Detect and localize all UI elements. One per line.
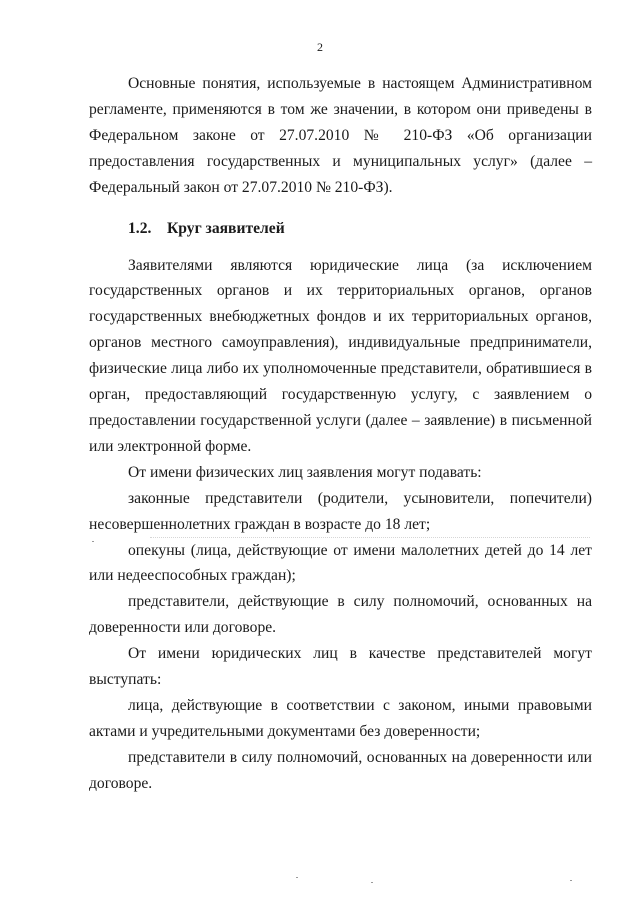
authorized-representatives-item: представители в силу полномочий, основанных на доверенности или договоре. (89, 748, 592, 792)
section-number: 1.2. (128, 219, 152, 237)
proxy-representatives-item: представители, действующие в силу полномочий, основанных на доверенности или договоре. (89, 593, 592, 637)
scan-speck (92, 541, 94, 542)
scan-artifact-line (150, 537, 590, 539)
guardians-item: опекуны (лица, действующие от имени малолетних детей до 14 лет или недееспособных граждан); (89, 541, 592, 585)
page-number: 2 (317, 40, 323, 54)
document-body (89, 71, 592, 797)
individuals-intro: От имени физических лиц заявления могут подавать: (128, 463, 482, 481)
section-heading (89, 216, 592, 242)
scan-speck (371, 882, 373, 883)
section-title: Круг заявителей (167, 219, 285, 237)
statutory-persons-item: лица, действующие в соответствии с законом, иными правовыми актами и учредительными документами без доверенности; (89, 696, 592, 740)
scan-speck (296, 877, 298, 878)
intro-paragraph: Основные понятия, используемые в настоящем Административном регламенте, применяются в том же значении, в котором они приведены в Федеральном законе от 27.07.2010 № 210-ФЗ «Об организации предоставления государственных и муниципальных услуг» (далее – Федеральный закон от 27.07.2010 № 210-ФЗ). (89, 75, 592, 196)
legal-representatives-item: законные представители (родители, усыновители, попечители) несовершеннолетних граждан в возрасте до 18 лет; (89, 489, 592, 533)
legal-entities-intro: От имени юридических лиц в качестве представителей могут выступать: (89, 645, 592, 689)
applicants-paragraph: Заявителями являются юридические лица (за исключением государственных органов и их территориальных органов, органов государственных внебюджетных фондов и их территориальных органов, органов местного самоуправления), индивидуальные предприниматели, физические лица либо их уполномоченные представители, обратившиеся в орган, предоставляющий государственную услугу, с заявлением о предоставлении государственной услуги (далее – заявление) в письменной или электронной форме. (89, 256, 592, 455)
scan-speck (570, 880, 572, 881)
